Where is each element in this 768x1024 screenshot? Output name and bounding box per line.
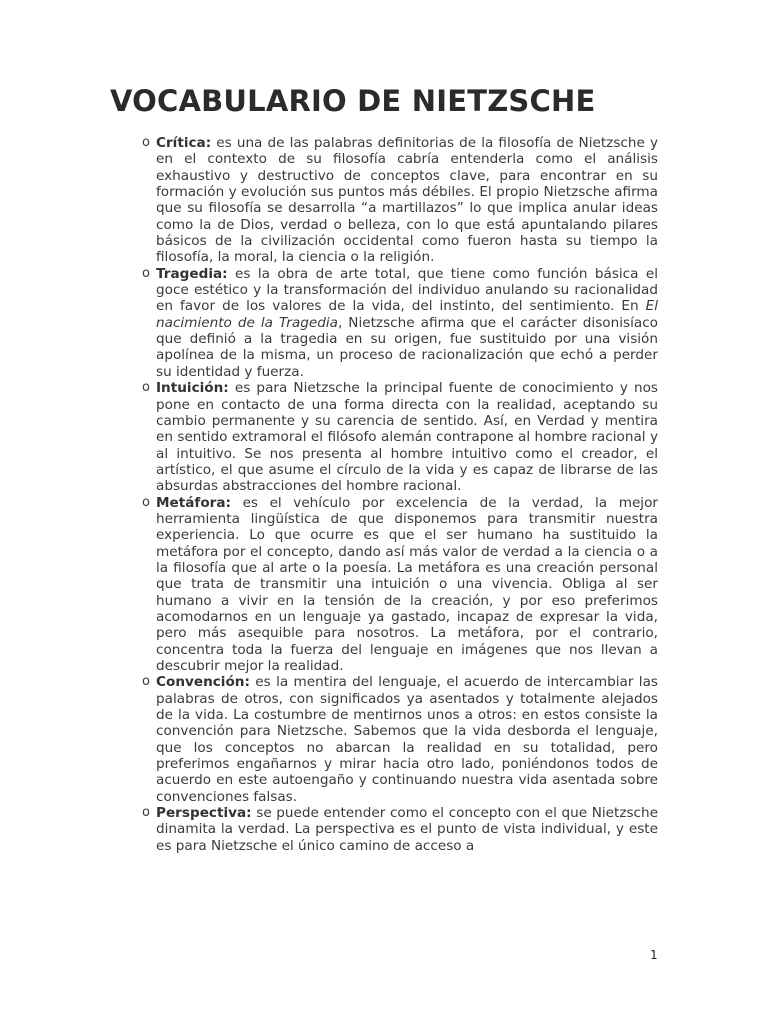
bullet-marker: o xyxy=(142,265,150,281)
vocabulary-entry-metafora xyxy=(140,495,658,675)
entry-term: Convención: xyxy=(156,674,250,691)
page-number: 1 xyxy=(650,948,658,962)
entry-term: Intuición: xyxy=(156,380,229,397)
vocabulary-entry-critica xyxy=(140,135,658,266)
entry-definition-part-1: es la obra de arte total, que tiene como función básica el goce estético y la transformación del individuo anulando su racionalidad en favor de los valores de la vida, del instinto, del sentimiento. En xyxy=(156,265,659,315)
entry-term: Metáfora: xyxy=(156,494,231,511)
entry-term: Tragedia: xyxy=(156,265,228,282)
entry-definition-part-2: , Nietzsche afirma que el carácter disonisíaco que definió a la tragedia en su origen, fue sustituido por una visión apolínea de la misma, un proceso de racionalización que echó a perder su identidad y fuerza. xyxy=(156,314,658,380)
entry-definition: es el vehículo por excelencia de la verdad, la mejor herramienta lingüística de que disponemos para transmitir nuestra experiencia. Lo que ocurre es que el ser humano ha sustituido la metáfora por el concepto, dando así más valor de verdad a la ciencia o a la filosofía que al arte o la poesía. La metáfora es una creación personal que trata de transmitir una intuición o una vivencia. Obliga al ser humano a vivir en la tensión de la creación, y por eso preferimos acomodarnos en un lenguaje ya gastado, incapaz de expresar la vida, pero más asequible para nosotros. La metáfora, por el contrario, concentra toda la fuerza del lenguaje en imágenes que nos llevan a descubrir mejor la realidad. xyxy=(156,494,658,674)
bullet-marker: o xyxy=(142,674,150,690)
vocabulary-entry-perspectiva xyxy=(140,805,658,854)
vocabulary-list xyxy=(140,135,658,854)
entry-definition: es una de las palabras definitorias de la filosofía de Nietzsche y en el contexto de su filosofía cabría entenderla como el análisis exhaustivo y destructivo de conceptos clave, para encontrar en su formación y evolución sus puntos más débiles. El propio Nietzsche afirma que su filosofía se desarrolla “a martillazos” lo que implica anular ideas como la de Dios, verdad o belleza, con lo que está apuntalando pilares básicos de la civilización occidental como fueron hasta su tiempo la filosofía, la moral, la ciencia o la religión. xyxy=(156,135,658,266)
bullet-marker: o xyxy=(142,380,150,396)
vocabulary-entry-tragedia xyxy=(140,266,658,380)
page-title: VOCABULARIO DE NIETZSCHE xyxy=(110,84,596,118)
entry-term: Crítica: xyxy=(156,135,212,151)
bullet-marker: o xyxy=(142,494,150,510)
vocabulary-entry-intuicion xyxy=(140,380,658,494)
book-title-italic: El nacimiento de la Tragedia xyxy=(156,298,658,331)
bullet-marker: o xyxy=(142,805,150,821)
entry-term: Perspectiva: xyxy=(156,805,252,822)
entry-definition: se puede entender como el concepto con el que Nietzsche dinamita la verdad. La perspectiva es el punto de vista individual, y este es para Nietzsche el único camino de acceso a xyxy=(156,805,659,854)
entry-definition: es la mentira del lenguaje, el acuerdo de intercambiar las palabras de otros, con significados ya asentados y totalmente alejados de la vida. La costumbre de mentirnos unos a otros: en estos consiste la convención para Nietzsche. Sabemos que la vida desborda el lenguaje, que los conceptos no abarcan la realidad en su totalidad, pero preferimos engañarnos y mirar hacia otro lado, poniéndonos todos de acuerdo en este autoengaño y continuando nuestra vida asentada sobre convenciones falsas. xyxy=(156,674,658,805)
entry-definition: es para Nietzsche la principal fuente de conocimiento y nos pone en contacto de una forma directa con la realidad, aceptando su cambio permanente y su carencia de sentido. Así, en Verdad y mentira en sentido extramoral el filósofo alemán contrapone al hombre racional y al intuitivo. Se nos presenta al hombre intuitivo como el creador, el artístico, el que asume el círculo de la vida y es capaz de librarse de las absurdas abstracciones del hombre racional. xyxy=(156,380,658,495)
bullet-marker: o xyxy=(142,135,150,150)
vocabulary-entry-convencion xyxy=(140,674,658,805)
